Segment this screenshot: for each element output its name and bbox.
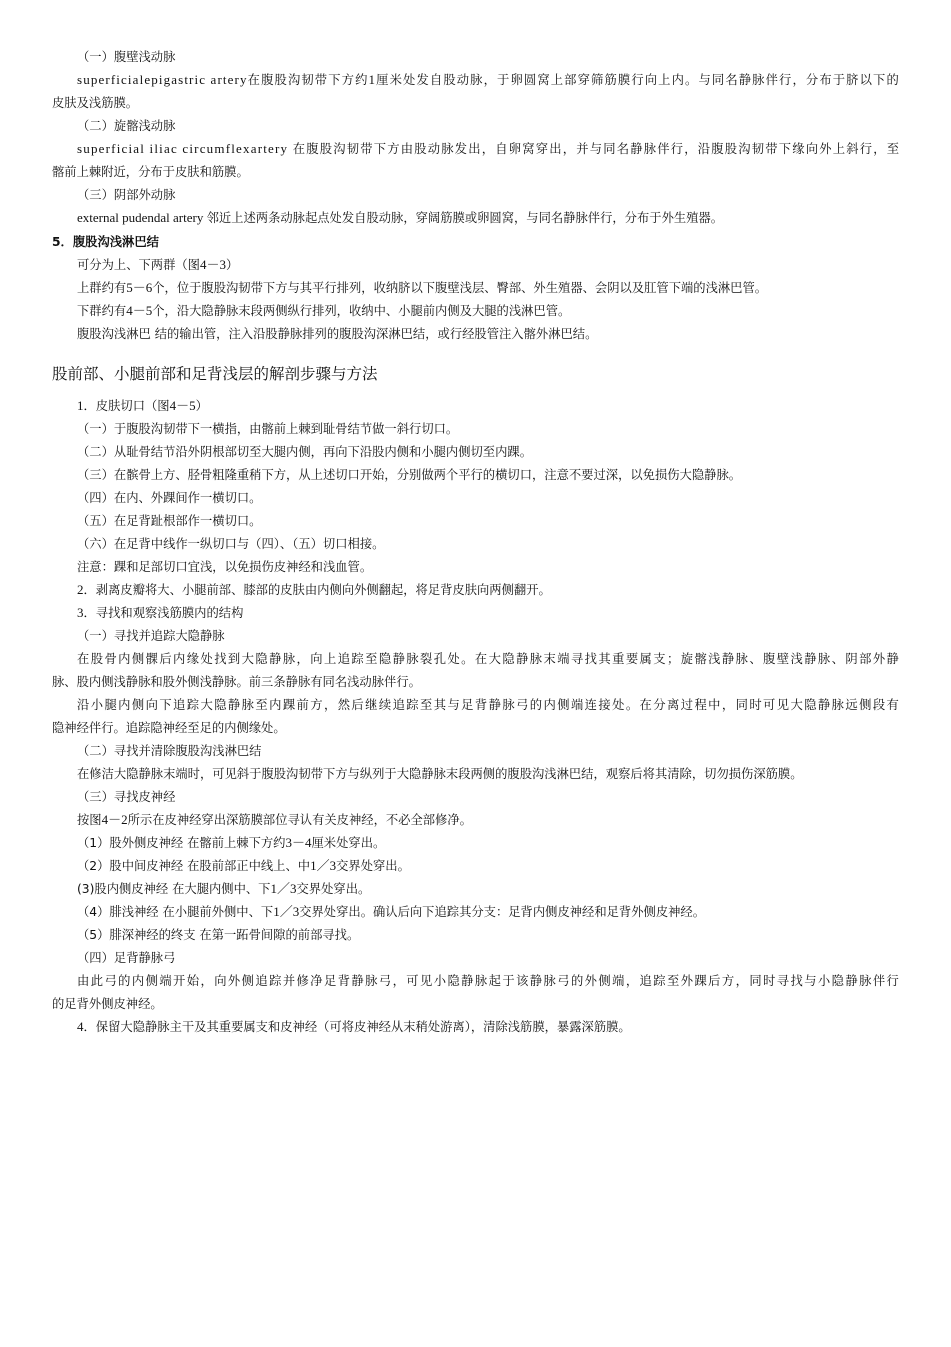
text-run: （5）腓深神经的终支 在第一跖骨间隙的前部寻找。 — [77, 928, 360, 942]
text-run: 1／3 — [273, 904, 300, 919]
text-run: 4－5 — [126, 303, 153, 318]
text-line — [77, 398, 208, 414]
text-line — [52, 164, 249, 180]
text-run: 腹股沟浅淋巴 结的输出管，注入沿股静脉排列的腹股沟深淋巴结，或行经股管注入髂外淋巴结。 — [77, 327, 598, 341]
text-run: external pudendal artery — [77, 210, 207, 225]
text-line — [77, 582, 551, 598]
text-run: （4）腓浅神经 在小腿前外侧中、下 — [77, 905, 274, 919]
text-line — [52, 674, 421, 690]
text-run: 1／3 — [310, 858, 337, 873]
text-run: 皮肤及浅筋膜。 — [52, 96, 139, 110]
text-run: 5－6 — [126, 280, 153, 295]
text-line — [77, 651, 900, 667]
text-run: (3)股内侧皮神经 在大腿内侧中、下 — [77, 882, 271, 896]
text-line — [77, 628, 225, 644]
text-line — [77, 766, 803, 782]
text-line — [77, 467, 741, 483]
text-run: （2）股中间皮神经 在股前部正中线上、中 — [77, 859, 311, 873]
text-run: superficialepigastric artery — [77, 72, 248, 87]
text-run: ．剥离皮瓣将大、小腿前部、膝部的皮肤由内侧向外侧翻起，将足背皮肤向两侧翻开。 — [83, 583, 551, 597]
text-run: 个，沿大隐静脉末段两侧纵行排列，收纳中、小腿前内侧及大腿的浅淋巴管。 — [152, 304, 571, 318]
text-line — [77, 881, 370, 897]
text-line — [77, 326, 597, 342]
text-run: 由此弓的内侧端开始，向外侧追踪并修净足背静脉弓，可见小隐静脉起于该静脉弓的外侧端，追踪至外踝后方，同时寻找与小隐静脉伴行 — [77, 974, 901, 988]
text-run: 5．腹股沟浅淋巴结 — [52, 235, 159, 249]
text-line — [77, 257, 238, 273]
text-line — [77, 280, 767, 296]
text-line — [77, 950, 175, 966]
text-run: 髂前上棘附近，分布于皮肤和筋膜。 — [52, 165, 249, 179]
text-run: （一）腹壁浅动脉 — [77, 50, 176, 64]
text-run: 在腹股沟韧带下方约 — [247, 73, 369, 87]
text-run: （二）寻找并清除腹股沟浅淋巴结 — [77, 744, 262, 758]
text-line — [77, 1019, 631, 1035]
text-run: （一）于腹股沟韧带下一横指，由髂前上棘到耻骨结节做一斜行切口。 — [77, 422, 459, 436]
text-run: （四）在内、外踝间作一横切口。 — [77, 491, 262, 505]
text-line — [77, 141, 900, 157]
text-run: 在腹股沟韧带下方由股动脉发出，自卵窝穿出，并与同名静脉伴行，沿腹股沟韧带下缘向外上斜行，至 — [292, 142, 901, 156]
text-run: 1／3 — [270, 881, 297, 896]
text-run: 隐神经伴行。追踪隐神经至足的内侧缘处。 — [52, 721, 286, 735]
text-line — [77, 118, 175, 134]
text-run: 在股骨内侧髁后内缘处找到大隐静脉，向上追踪至隐静脉裂孔处。在大隐静脉末端寻找其重要属支；旋髂浅静脉、腹壁浅静脉、阴部外静 — [77, 652, 901, 666]
text-run: 的足背外侧皮神经。 — [52, 997, 163, 1011]
text-run: ．寻找和观察浅筋膜内的结构 — [83, 606, 244, 620]
text-run: 上群约有 — [77, 281, 127, 295]
text-run: （一）寻找并追踪大隐静脉 — [77, 629, 225, 643]
text-run: ．保留大隐静脉主干及其重要属支和皮神经（可将皮神经从末稍处游离），清除浅筋膜，暴露深筋膜。 — [83, 1020, 631, 1034]
text-run: 4－5 — [169, 398, 196, 413]
text-line — [52, 996, 163, 1012]
text-line — [77, 835, 385, 851]
text-run: 注意：踝和足部切口宜浅，以免损伤皮神经和浅血管。 — [77, 560, 373, 574]
text-line — [77, 858, 410, 874]
text-run: 交界处穿出。确认后向下追踪其分支：足背内侧皮神经和足背外侧皮神经。 — [299, 905, 706, 919]
text-run: ．皮肤切口（图 — [83, 399, 170, 413]
text-line — [77, 490, 261, 506]
text-run: 1 — [368, 72, 377, 87]
text-line — [77, 536, 384, 552]
text-run: 交界处穿出。 — [336, 859, 410, 873]
text-line — [77, 513, 261, 529]
text-line — [77, 72, 900, 88]
text-run: 交界处穿出。 — [296, 882, 371, 896]
text-line — [77, 789, 175, 805]
text-line — [77, 812, 472, 828]
text-run: （五）在足背趾根部作一横切口。 — [77, 514, 262, 528]
text-run: 厘米处穿出。 — [311, 836, 386, 850]
text-line — [77, 421, 458, 437]
text-run: （三）寻找皮神经 — [77, 790, 176, 804]
text-run: （六）在足背中线作一纵切口与（四）、（五）切口相接。 — [77, 537, 385, 551]
text-run: superficial iliac circumflexartery — [77, 141, 293, 156]
text-run: （三）在髌骨上方、胫骨粗隆重稍下方，从上述切口开始，分别做两个平行的横切口，注意不要过深，以免损伤大隐静脉。 — [77, 468, 742, 482]
text-run: 4 — [77, 1019, 84, 1034]
text-run: 股前部、小腿前部和足背浅层的解剖步骤与方法 — [52, 365, 378, 383]
text-run: 按图 — [77, 813, 102, 827]
text-run: 4－2 — [101, 812, 128, 827]
text-line — [52, 95, 138, 111]
text-run: （三）阴部外动脉 — [77, 188, 176, 202]
text-run: 下群约有 — [77, 304, 127, 318]
text-run: 3 — [77, 605, 84, 620]
text-run: 4－3 — [199, 257, 226, 272]
text-line — [77, 303, 570, 319]
text-run: 所示在皮神经穿出深筋膜部位寻认有关皮神经，不必全部修净。 — [127, 813, 472, 827]
text-line — [77, 697, 900, 713]
text-line — [77, 743, 261, 759]
text-run: ） — [195, 399, 208, 413]
text-line — [52, 720, 286, 736]
text-run: （1）股外侧皮神经 在髂前上棘下方约 — [77, 836, 286, 850]
text-line — [52, 234, 159, 250]
text-run: ） — [226, 258, 239, 272]
text-run: 3－4 — [285, 835, 312, 850]
text-run: （二）从耻骨结节沿外阴根部切至大腿内侧，再向下沿股内侧和小腿内侧切至内踝。 — [77, 445, 532, 459]
text-run: 邻近上述两条动脉起点处发自股动脉，穿阔筋膜或卵圆窝，与同名静脉伴行，分布于外生殖器。 — [206, 211, 724, 225]
text-run: 在修洁大隐静脉末端时，可见斜于腹股沟韧带下方与纵列于大隐静脉末段两侧的腹股沟浅淋巴结，观察后将其清除，切勿损伤深筋膜。 — [77, 767, 803, 781]
text-line — [77, 49, 175, 65]
text-run: 厘米处发自股动脉，于卵圆窝上部穿筛筋膜行向上内。与同名静脉伴行，分布于脐以下的 — [376, 73, 900, 87]
text-run: 可分为上、下两群（图 — [77, 258, 200, 272]
text-run: 个，位于腹股沟韧带下方与其平行排列，收纳脐以下腹壁浅层、臀部、外生殖器、会阴以及肛管下端的浅淋巴管。 — [152, 281, 768, 295]
text-line — [77, 927, 359, 943]
text-run: （二）旋髂浅动脉 — [77, 119, 176, 133]
text-line — [77, 444, 532, 460]
text-line — [77, 605, 243, 621]
text-line — [77, 559, 372, 575]
text-run: 脉、股内侧浅静脉和股外侧浅静脉。前三条静脉有同名浅动脉伴行。 — [52, 675, 421, 689]
text-line — [77, 973, 900, 989]
text-run: 1 — [77, 398, 84, 413]
text-line — [77, 210, 723, 226]
text-line — [77, 904, 705, 920]
text-line — [77, 187, 175, 203]
text-run: 2 — [77, 582, 84, 597]
section-heading — [52, 364, 378, 384]
text-run: 沿小腿内侧向下追踪大隐静脉至内踝前方，然后继续追踪至其与足背静脉弓的内侧端连接处。在分离过程中，同时可见大隐静脉远侧段有 — [77, 698, 901, 712]
text-run: （四）足背静脉弓 — [77, 951, 176, 965]
